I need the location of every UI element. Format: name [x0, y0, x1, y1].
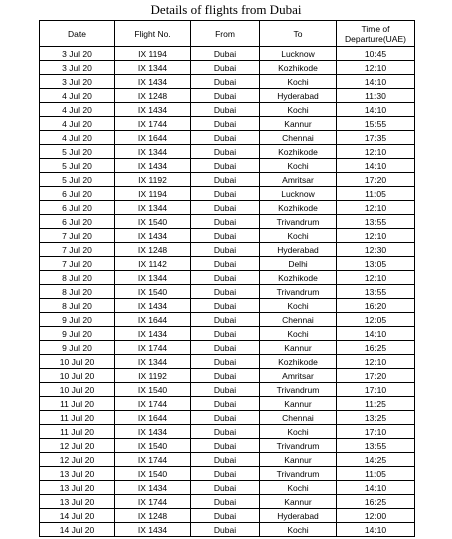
cell-to: Kannur: [260, 453, 337, 467]
cell-flight-no: IX 1192: [115, 369, 191, 383]
cell-from: Dubai: [191, 215, 260, 229]
cell-from: Dubai: [191, 243, 260, 257]
cell-to: Kochi: [260, 523, 337, 537]
table-row: [40, 257, 415, 271]
cell-to: Kozhikode: [260, 201, 337, 215]
cell-from: Dubai: [191, 61, 260, 75]
cell-to: Trivandrum: [260, 439, 337, 453]
cell-flight-no: IX 1644: [115, 411, 191, 425]
cell-departure-time: 12:10: [337, 355, 415, 369]
cell-to: Kochi: [260, 425, 337, 439]
cell-to: Kochi: [260, 327, 337, 341]
cell-from: Dubai: [191, 103, 260, 117]
cell-from: Dubai: [191, 201, 260, 215]
table-row: [40, 411, 415, 425]
table-header-row: [40, 21, 415, 47]
table-row: [40, 327, 415, 341]
cell-departure-time: 12:10: [337, 61, 415, 75]
cell-departure-time: 13:05: [337, 257, 415, 271]
cell-from: Dubai: [191, 89, 260, 103]
cell-to: Kochi: [260, 159, 337, 173]
cell-departure-time: 13:55: [337, 215, 415, 229]
table-row: [40, 229, 415, 243]
cell-departure-time: 16:25: [337, 495, 415, 509]
cell-from: Dubai: [191, 187, 260, 201]
cell-departure-time: 12:10: [337, 145, 415, 159]
cell-flight-no: IX 1248: [115, 243, 191, 257]
cell-from: Dubai: [191, 355, 260, 369]
cell-date: 12 Jul 20: [40, 439, 115, 453]
cell-flight-no: IX 1644: [115, 131, 191, 145]
cell-to: Amritsar: [260, 369, 337, 383]
table-row: [40, 467, 415, 481]
cell-to: Kochi: [260, 229, 337, 243]
cell-from: Dubai: [191, 411, 260, 425]
cell-flight-no: IX 1434: [115, 327, 191, 341]
cell-from: Dubai: [191, 75, 260, 89]
cell-date: 5 Jul 20: [40, 159, 115, 173]
table-row: [40, 481, 415, 495]
cell-departure-time: 12:00: [337, 509, 415, 523]
cell-from: Dubai: [191, 47, 260, 61]
table-row: [40, 61, 415, 75]
cell-to: Trivandrum: [260, 215, 337, 229]
cell-departure-time: 17:35: [337, 131, 415, 145]
cell-from: Dubai: [191, 341, 260, 355]
cell-flight-no: IX 1344: [115, 145, 191, 159]
cell-date: 8 Jul 20: [40, 299, 115, 313]
cell-date: 6 Jul 20: [40, 201, 115, 215]
cell-to: Trivandrum: [260, 383, 337, 397]
cell-to: Lucknow: [260, 47, 337, 61]
cell-flight-no: IX 1540: [115, 467, 191, 481]
table-body: [40, 47, 415, 537]
cell-departure-time: 17:10: [337, 425, 415, 439]
cell-date: 13 Jul 20: [40, 467, 115, 481]
cell-flight-no: IX 1434: [115, 481, 191, 495]
cell-flight-no: IX 1434: [115, 159, 191, 173]
cell-departure-time: 13:25: [337, 411, 415, 425]
cell-flight-no: IX 1434: [115, 103, 191, 117]
table-row: [40, 495, 415, 509]
cell-departure-time: 13:55: [337, 439, 415, 453]
cell-departure-time: 12:10: [337, 229, 415, 243]
cell-date: 6 Jul 20: [40, 187, 115, 201]
table-row: [40, 523, 415, 537]
cell-from: Dubai: [191, 425, 260, 439]
cell-departure-time: 14:10: [337, 327, 415, 341]
cell-flight-no: IX 1744: [115, 495, 191, 509]
table-row: [40, 397, 415, 411]
table-row: [40, 117, 415, 131]
cell-from: Dubai: [191, 173, 260, 187]
cell-flight-no: IX 1344: [115, 61, 191, 75]
cell-flight-no: IX 1644: [115, 313, 191, 327]
cell-flight-no: IX 1142: [115, 257, 191, 271]
cell-from: Dubai: [191, 145, 260, 159]
table-row: [40, 355, 415, 369]
cell-to: Lucknow: [260, 187, 337, 201]
cell-departure-time: 17:10: [337, 383, 415, 397]
cell-flight-no: IX 1344: [115, 201, 191, 215]
table-row: [40, 201, 415, 215]
table-row: [40, 285, 415, 299]
column-header-from: From: [191, 21, 260, 47]
cell-departure-time: 12:05: [337, 313, 415, 327]
cell-departure-time: 14:10: [337, 75, 415, 89]
cell-from: Dubai: [191, 523, 260, 537]
cell-from: Dubai: [191, 299, 260, 313]
cell-from: Dubai: [191, 285, 260, 299]
cell-flight-no: IX 1194: [115, 47, 191, 61]
cell-to: Kozhikode: [260, 61, 337, 75]
cell-from: Dubai: [191, 453, 260, 467]
table-row: [40, 187, 415, 201]
cell-to: Kochi: [260, 75, 337, 89]
cell-date: 11 Jul 20: [40, 411, 115, 425]
table-row: [40, 243, 415, 257]
cell-date: 14 Jul 20: [40, 509, 115, 523]
table-row: [40, 425, 415, 439]
cell-departure-time: 10:45: [337, 47, 415, 61]
cell-from: Dubai: [191, 117, 260, 131]
table-row: [40, 145, 415, 159]
cell-date: 4 Jul 20: [40, 89, 115, 103]
cell-flight-no: IX 1540: [115, 439, 191, 453]
cell-departure-time: 14:10: [337, 159, 415, 173]
cell-flight-no: IX 1744: [115, 117, 191, 131]
cell-to: Trivandrum: [260, 285, 337, 299]
cell-date: 5 Jul 20: [40, 145, 115, 159]
cell-flight-no: IX 1540: [115, 285, 191, 299]
cell-departure-time: 12:30: [337, 243, 415, 257]
cell-date: 9 Jul 20: [40, 327, 115, 341]
flights-table: [39, 20, 415, 537]
cell-flight-no: IX 1434: [115, 425, 191, 439]
cell-from: Dubai: [191, 313, 260, 327]
table-row: [40, 173, 415, 187]
cell-flight-no: IX 1192: [115, 173, 191, 187]
table-row: [40, 215, 415, 229]
column-header-flight-no: Flight No.: [115, 21, 191, 47]
cell-to: Hyderabad: [260, 509, 337, 523]
cell-date: 8 Jul 20: [40, 271, 115, 285]
cell-flight-no: IX 1434: [115, 523, 191, 537]
cell-from: Dubai: [191, 495, 260, 509]
cell-flight-no: IX 1744: [115, 341, 191, 355]
cell-to: Kozhikode: [260, 355, 337, 369]
table-row: [40, 299, 415, 313]
table-row: [40, 453, 415, 467]
table-row: [40, 47, 415, 61]
cell-to: Chennai: [260, 131, 337, 145]
cell-date: 13 Jul 20: [40, 495, 115, 509]
cell-to: Kannur: [260, 397, 337, 411]
cell-flight-no: IX 1434: [115, 299, 191, 313]
cell-to: Kannur: [260, 341, 337, 355]
cell-flight-no: IX 1434: [115, 75, 191, 89]
table-row: [40, 313, 415, 327]
cell-to: Delhi: [260, 257, 337, 271]
cell-date: 10 Jul 20: [40, 383, 115, 397]
cell-to: Chennai: [260, 411, 337, 425]
cell-to: Kochi: [260, 299, 337, 313]
cell-date: 6 Jul 20: [40, 215, 115, 229]
cell-departure-time: 14:10: [337, 103, 415, 117]
cell-date: 3 Jul 20: [40, 61, 115, 75]
table-row: [40, 131, 415, 145]
cell-date: 9 Jul 20: [40, 313, 115, 327]
cell-departure-time: 12:10: [337, 201, 415, 215]
table-row: [40, 439, 415, 453]
cell-from: Dubai: [191, 467, 260, 481]
cell-to: Amritsar: [260, 173, 337, 187]
cell-date: 4 Jul 20: [40, 131, 115, 145]
cell-departure-time: 16:20: [337, 299, 415, 313]
table-row: [40, 75, 415, 89]
cell-to: Chennai: [260, 313, 337, 327]
cell-date: 9 Jul 20: [40, 341, 115, 355]
cell-to: Kochi: [260, 481, 337, 495]
cell-to: Kochi: [260, 103, 337, 117]
cell-from: Dubai: [191, 397, 260, 411]
cell-departure-time: 17:20: [337, 369, 415, 383]
cell-from: Dubai: [191, 439, 260, 453]
cell-date: 10 Jul 20: [40, 369, 115, 383]
cell-date: 3 Jul 20: [40, 47, 115, 61]
cell-date: 7 Jul 20: [40, 257, 115, 271]
table-row: [40, 159, 415, 173]
cell-from: Dubai: [191, 327, 260, 341]
cell-departure-time: 11:05: [337, 467, 415, 481]
table-row: [40, 103, 415, 117]
cell-date: 10 Jul 20: [40, 355, 115, 369]
cell-flight-no: IX 1540: [115, 215, 191, 229]
cell-to: Hyderabad: [260, 243, 337, 257]
cell-to: Kozhikode: [260, 271, 337, 285]
cell-departure-time: 11:25: [337, 397, 415, 411]
cell-date: 4 Jul 20: [40, 117, 115, 131]
cell-date: 11 Jul 20: [40, 397, 115, 411]
cell-date: 7 Jul 20: [40, 243, 115, 257]
cell-date: 11 Jul 20: [40, 425, 115, 439]
cell-to: Kozhikode: [260, 145, 337, 159]
cell-date: 3 Jul 20: [40, 75, 115, 89]
cell-date: 14 Jul 20: [40, 523, 115, 537]
cell-to: Trivandrum: [260, 467, 337, 481]
cell-departure-time: 14:25: [337, 453, 415, 467]
cell-to: Kannur: [260, 495, 337, 509]
cell-departure-time: 12:10: [337, 271, 415, 285]
cell-to: Hyderabad: [260, 89, 337, 103]
cell-departure-time: 15:55: [337, 117, 415, 131]
cell-departure-time: 14:10: [337, 523, 415, 537]
cell-date: 7 Jul 20: [40, 229, 115, 243]
cell-departure-time: 11:05: [337, 187, 415, 201]
cell-from: Dubai: [191, 481, 260, 495]
cell-departure-time: 13:55: [337, 285, 415, 299]
column-header-departure-time: Time of Departure(UAE): [337, 21, 415, 47]
cell-departure-time: 14:10: [337, 481, 415, 495]
cell-from: Dubai: [191, 159, 260, 173]
cell-flight-no: IX 1540: [115, 383, 191, 397]
table-row: [40, 369, 415, 383]
cell-flight-no: IX 1344: [115, 271, 191, 285]
table-row: [40, 271, 415, 285]
cell-flight-no: IX 1434: [115, 229, 191, 243]
column-header-date: Date: [40, 21, 115, 47]
cell-from: Dubai: [191, 271, 260, 285]
cell-from: Dubai: [191, 257, 260, 271]
cell-date: 12 Jul 20: [40, 453, 115, 467]
cell-flight-no: IX 1248: [115, 89, 191, 103]
cell-from: Dubai: [191, 383, 260, 397]
cell-flight-no: IX 1344: [115, 355, 191, 369]
cell-from: Dubai: [191, 369, 260, 383]
cell-flight-no: IX 1194: [115, 187, 191, 201]
cell-from: Dubai: [191, 131, 260, 145]
table-row: [40, 341, 415, 355]
cell-flight-no: IX 1248: [115, 509, 191, 523]
table-row: [40, 383, 415, 397]
cell-flight-no: IX 1744: [115, 397, 191, 411]
cell-from: Dubai: [191, 229, 260, 243]
page-title: Details of flights from Dubai: [150, 2, 302, 17]
column-header-to: To: [260, 21, 337, 47]
table-row: [40, 89, 415, 103]
table-row: [40, 509, 415, 523]
cell-date: 4 Jul 20: [40, 103, 115, 117]
cell-date: 13 Jul 20: [40, 481, 115, 495]
cell-to: Kannur: [260, 117, 337, 131]
cell-flight-no: IX 1744: [115, 453, 191, 467]
cell-from: Dubai: [191, 509, 260, 523]
cell-date: 5 Jul 20: [40, 173, 115, 187]
cell-departure-time: 17:20: [337, 173, 415, 187]
cell-date: 8 Jul 20: [40, 285, 115, 299]
cell-departure-time: 11:30: [337, 89, 415, 103]
cell-departure-time: 16:25: [337, 341, 415, 355]
